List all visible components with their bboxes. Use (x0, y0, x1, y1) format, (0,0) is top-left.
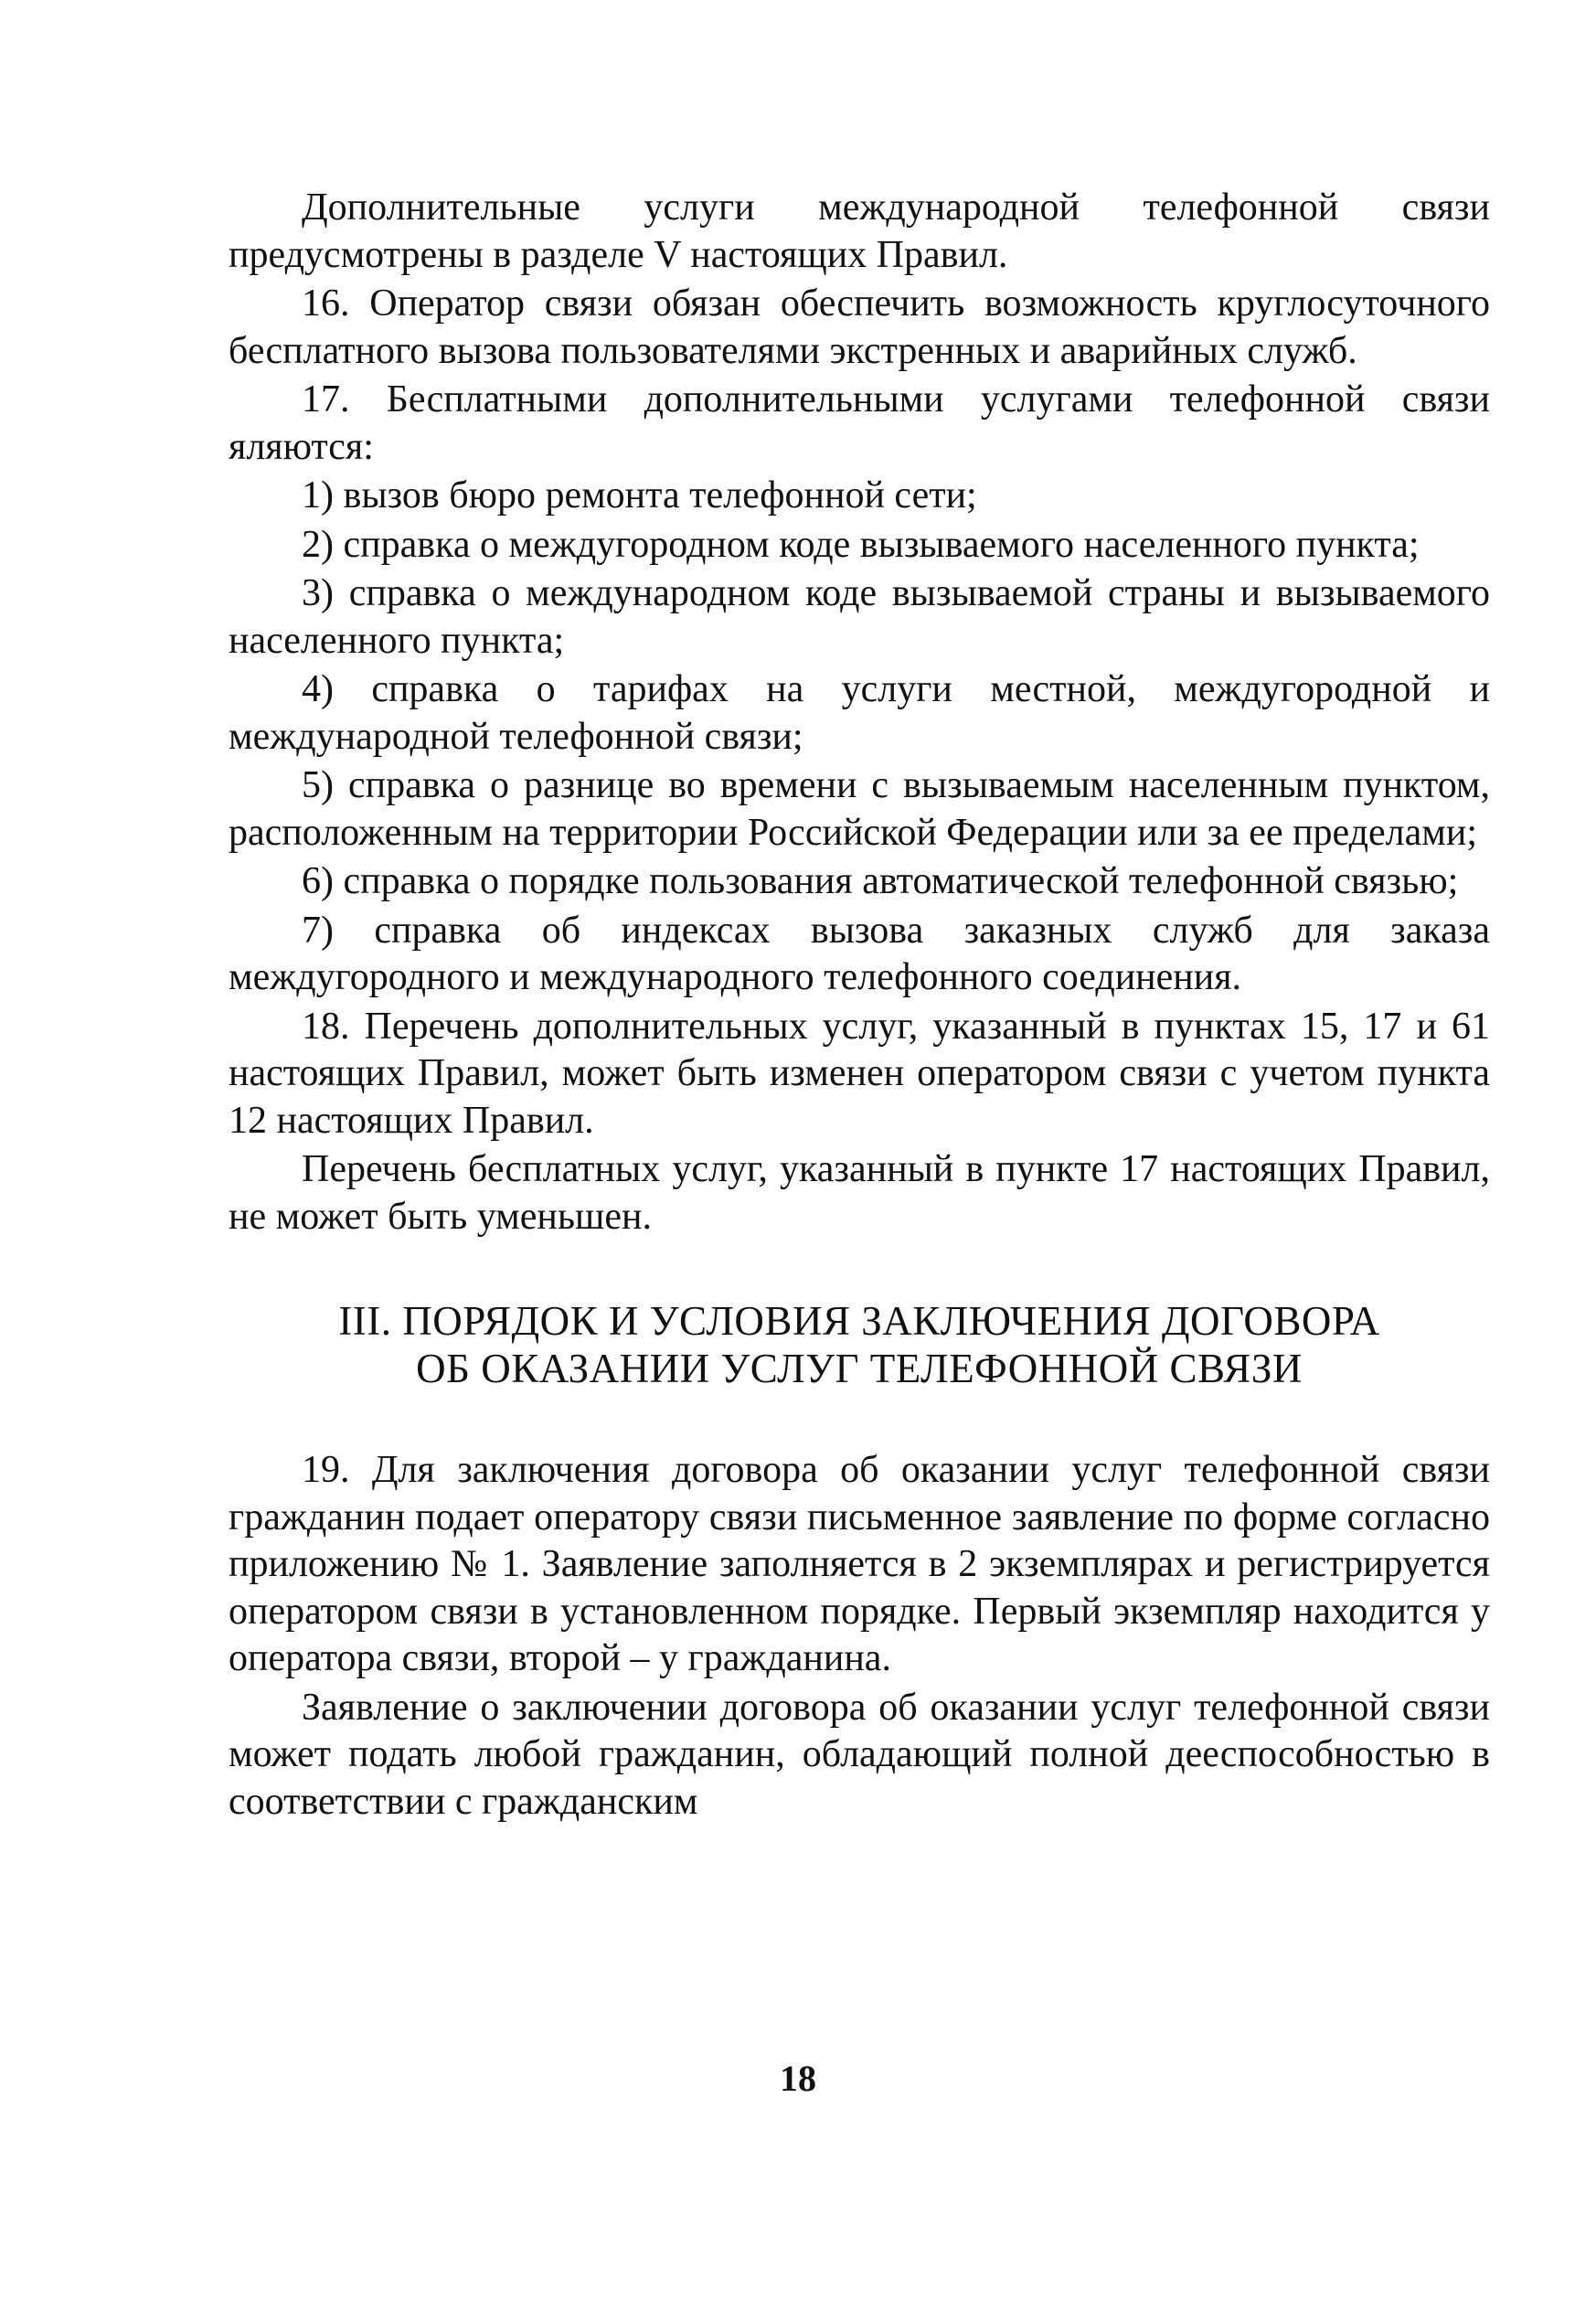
section-heading (229, 1297, 1490, 1392)
list-item-7: 7) справка об индексах вызова заказных служб для заказа междугородного и международного телефонного соединения. (229, 909, 1490, 998)
list-item-3: 3) справка о международном коде вызываемой страны и вызываемого населенного пункта; (229, 572, 1490, 662)
paragraph-item-17: 17. Бесплатными дополнительными услугами телефонной связи яляются: (229, 378, 1490, 468)
list-item-4: 4) справка о тарифах на услуги местной, междугородной и международной телефонной связи; (229, 668, 1490, 758)
paragraph-application: Заявление о заключении договора об оказании услуг телефонной связи может подать любой гражданин, обладающий полной дееспособностью в соответствии с гражданским (229, 1686, 1490, 1823)
page-number: 18 (780, 2058, 816, 2099)
paragraph-item-19: 19. Для заключения договора об оказании услуг телефонной связи гражданин подает оператору связи письменное заявление по форме согласно приложению № 1. Заявление заполняется в 2 экземплярах и регистрируется оператором связи в установленном порядке. Первый экземпляр находится у оператора связи, второй – у гражданина. (229, 1449, 1490, 1679)
paragraph-additional-intl-services: Дополнительные услуги международной телефонной связи предусмотрены в разделе V настоящих Правил. (229, 186, 1490, 276)
paragraph-item-18: 18. Перечень дополнительных услуг, указанный в пунктах 15, 17 и 61 настоящих Правил, может быть изменен оператором связи с учетом пункта 12 настоящих Правил. (229, 1005, 1490, 1142)
paragraph-item-16: 16. Оператор связи обязан обеспечить возможность круглосуточного бесплатного вызова пользователями экстренных и аварийных служб. (229, 282, 1490, 372)
list-item-2: 2) справка о междугородном коде вызываемого населенного пункта; (302, 523, 1420, 566)
section-heading-line-1: III. ПОРЯДОК И УСЛОВИЯ ЗАКЛЮЧЕНИЯ ДОГОВОРА (338, 1298, 1380, 1344)
paragraph-free-services: Перечень бесплатных услуг, указанный в пункте 17 настоящих Правил, не может быть уменьшен. (229, 1148, 1490, 1238)
list-item-5: 5) справка о разнице во времени с вызываемым населенным пунктом, расположенным на территории Российской Федерации или за ее пределами; (229, 764, 1490, 854)
list-item-6: 6) справка о порядке пользования автоматической телефонной связью; (302, 860, 1459, 902)
page-content (229, 185, 1490, 1826)
section-heading-line-2: ОБ ОКАЗАНИИ УСЛУГ ТЕЛЕФОННОЙ СВЯЗИ (416, 1346, 1303, 1391)
list-item-1: 1) вызов бюро ремонта телефонной сети; (302, 474, 977, 516)
